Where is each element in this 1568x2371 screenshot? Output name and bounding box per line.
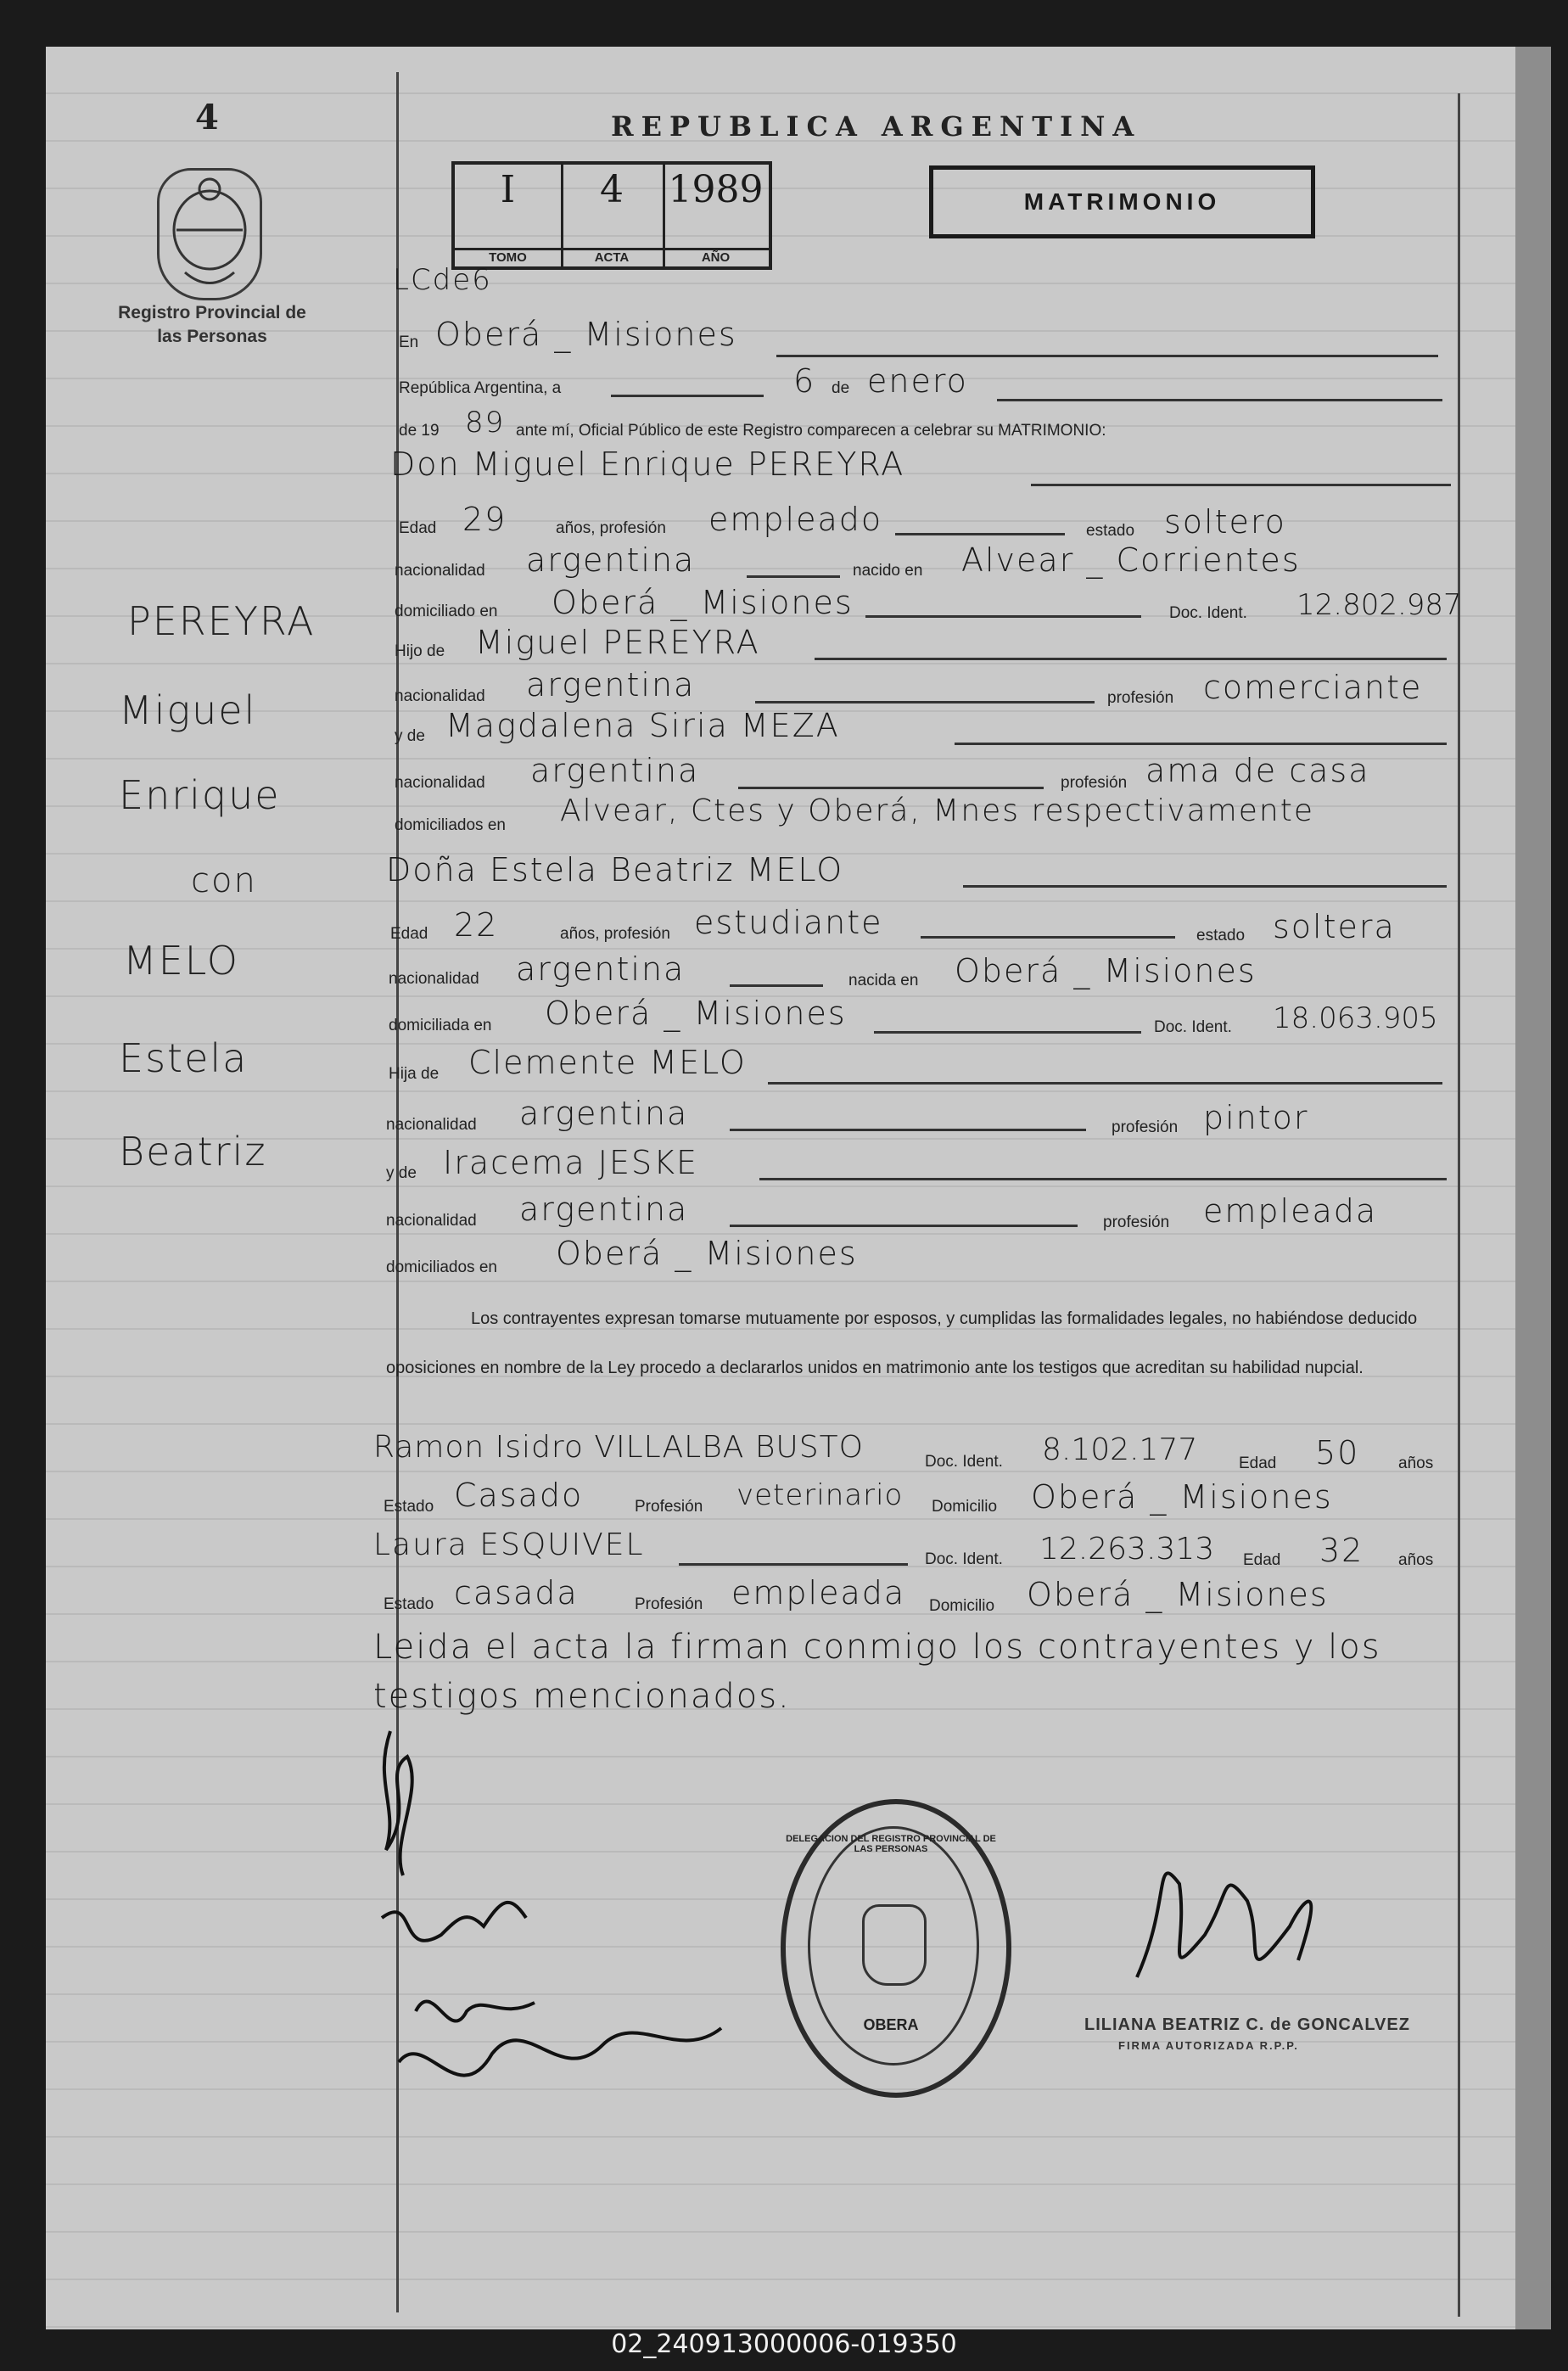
groom-father-profesion-label: profesión	[1107, 689, 1174, 707]
footer-id: 02_240913000006-019350	[611, 2329, 957, 2359]
bride-father-nacionalidad-label: nacionalidad	[386, 1116, 477, 1134]
page-edge-shadow	[1515, 47, 1551, 2329]
groom-domicile: Oberá _ Misiones	[552, 584, 854, 621]
de-label: de	[832, 379, 850, 397]
tomo-acta-ano-box	[451, 161, 772, 270]
declaration-text: Los contrayentes expresan tomarse mutuamente por esposos, y cumplidas las formalidades legales, no habiéndose deducido oposiciones en nombre de la Ley procedo a declararlos unidos en matrimonio ante los testigos que acreditan su habilidad nupcial.	[386, 1309, 1418, 1377]
bride-mother: Iracema JESKE	[443, 1144, 699, 1181]
intro-text: ante mí, Oficial Público de este Registro comparecen a celebrar su MATRIMONIO:	[516, 422, 1106, 440]
official-name: LILIANA BEATRIZ C. de GONCALVEZ	[1084, 2015, 1410, 2034]
witness1-domicile: Oberá _ Misiones	[1031, 1478, 1333, 1516]
bride-doc: 18.063.905	[1273, 1001, 1438, 1035]
groom-birthplace: Alvear _ Corrientes	[961, 541, 1301, 579]
witness1-estado-label: Estado	[384, 1498, 434, 1516]
margin-name-first: Miguel	[119, 687, 257, 733]
fill-line	[768, 1082, 1442, 1085]
groom-mother: Magdalena Siria MEZA	[445, 707, 840, 744]
witness2-estado-label: Estado	[384, 1595, 434, 1613]
bride-parents-domicile: Oberá _ Misiones	[556, 1235, 858, 1272]
groom-age: 29	[462, 501, 507, 538]
groom-father-nacionalidad-label: nacionalidad	[395, 687, 485, 705]
witness2-doc-label: Doc. Ident.	[925, 1550, 1003, 1568]
groom-y-de-label: y de	[395, 727, 425, 745]
acta-label: ACTA	[561, 248, 663, 265]
fill-line	[921, 936, 1175, 939]
fill-line	[730, 984, 823, 987]
groom-profession: empleado	[708, 501, 883, 538]
groom-nacionalidad-label: nacionalidad	[395, 562, 485, 580]
witness1-doc: 8.102.177	[1042, 1432, 1198, 1467]
groom-estado-label: estado	[1086, 522, 1135, 540]
groom-father-nationality: argentina	[526, 666, 696, 703]
acta-value: 4	[600, 168, 624, 211]
fill-line	[730, 1225, 1078, 1227]
bride-nacionalidad-label: nacionalidad	[389, 970, 479, 988]
month-value: enero	[867, 362, 968, 400]
fill-line	[997, 399, 1442, 401]
witness2-anos-label: años	[1398, 1551, 1434, 1569]
groom-name: Don Miguel Enrique PEREYRA	[390, 446, 905, 483]
place-value: Oberá _ Misiones	[435, 316, 737, 353]
year-suffix: 89	[465, 406, 506, 440]
fill-line	[679, 1563, 908, 1566]
groom-status: soltero	[1164, 503, 1286, 541]
fill-line	[759, 1178, 1447, 1180]
bride-doc-label: Doc. Ident.	[1154, 1018, 1232, 1036]
groom-nacido-label: nacido en	[853, 562, 923, 580]
fill-line	[755, 701, 1095, 703]
witness2-profesion-label: Profesión	[635, 1595, 703, 1613]
groom-parents-domicile: Alvear, Ctes y Oberá, Mnes respectivamente	[560, 793, 1314, 828]
bride-edad-label: Edad	[390, 925, 428, 943]
witness2-domicilio-label: Domicilio	[929, 1597, 995, 1615]
bride-hija-label: Hija de	[389, 1065, 440, 1083]
witness2-domicile: Oberá _ Misiones	[1027, 1576, 1329, 1613]
bride-birthplace: Oberá _ Misiones	[955, 952, 1257, 989]
fill-line	[747, 575, 840, 578]
fill-line	[874, 1031, 1141, 1034]
fill-line	[865, 615, 1141, 618]
fill-line	[776, 355, 1438, 357]
bride-y-de-label: y de	[386, 1164, 417, 1182]
bride-mother-nacionalidad-label: nacionalidad	[386, 1212, 477, 1230]
witness1-edad-label: Edad	[1239, 1455, 1277, 1472]
fill-line	[955, 743, 1447, 745]
fill-line	[611, 395, 764, 397]
witness1-anos-label: años	[1398, 1455, 1434, 1472]
witness1-name: Ramon Isidro VILLALBA BUSTO	[373, 1430, 864, 1465]
bride-profession: estudiante	[694, 904, 883, 941]
tomo-cell	[455, 165, 563, 266]
official-title: FIRMA AUTORIZADA R.P.P.	[1118, 2039, 1299, 2052]
bride-estado-label: estado	[1196, 927, 1246, 944]
fill-line	[815, 658, 1447, 660]
witness1-doc-label: Doc. Ident.	[925, 1453, 1003, 1471]
bride-status: soltera	[1273, 908, 1396, 945]
bride-name: Doña Estela Beatriz MELO	[386, 851, 844, 888]
bride-nacida-label: nacida en	[848, 972, 919, 989]
fill-line	[963, 885, 1447, 888]
groom-mother-nationality: argentina	[530, 752, 700, 789]
bride-father-profession: pintor	[1203, 1099, 1309, 1136]
tomo-value: I	[500, 168, 516, 211]
bride-mother-profession: empleada	[1203, 1192, 1378, 1230]
margin-name-surname: PEREYRA	[127, 598, 316, 644]
bride-domicile: Oberá _ Misiones	[545, 995, 847, 1032]
bride-domiciliada-label: domiciliada en	[389, 1017, 492, 1034]
groom-mother-profesion-label: profesión	[1061, 774, 1128, 792]
margin-name-bride-surname: MELO	[123, 938, 239, 984]
groom-parents-domiciliados-label: domiciliados en	[395, 816, 506, 834]
witness2-status: casada	[454, 1574, 579, 1611]
witness2-profession: empleada	[731, 1574, 906, 1611]
stamp-emblem-icon	[862, 1904, 927, 1986]
witness2-name: Laura ESQUIVEL	[373, 1527, 645, 1562]
bride-father-nationality: argentina	[519, 1095, 689, 1132]
bride-parents-domiciliados-label: domiciliados en	[386, 1258, 497, 1276]
witness1-domicilio-label: Domicilio	[932, 1498, 998, 1516]
witness2-doc: 12.263.313	[1039, 1532, 1215, 1567]
groom-profesion-label: años, profesión	[556, 519, 666, 537]
record-type-box: MATRIMONIO	[929, 165, 1315, 238]
witness1-profession: veterinario	[736, 1478, 904, 1512]
margin-name-bride-first: Estela	[119, 1035, 249, 1081]
official-signature-icon	[1120, 1833, 1341, 2020]
coat-of-arms-icon	[157, 168, 262, 300]
bride-age: 22	[454, 906, 499, 944]
country-title: REPUBLICA ARGENTINA	[611, 110, 1142, 143]
witness1-profesion-label: Profesión	[635, 1498, 703, 1516]
witness1-age: 50	[1315, 1434, 1360, 1471]
right-margin-line	[1458, 93, 1460, 2317]
bride-father-profesion-label: profesión	[1112, 1118, 1179, 1136]
ano-value: 1989	[668, 168, 764, 211]
closing-text: Leida el acta la firman conmigo los contrayentes y los testigos mencionados.	[373, 1628, 1381, 1716]
registry-label: Registro Provincial de las Personas	[118, 303, 306, 346]
bride-profesion-label: años, profesión	[560, 925, 670, 943]
fill-line	[738, 787, 1044, 789]
year-prefix: de 19	[399, 422, 440, 440]
witness2-edad-label: Edad	[1243, 1551, 1281, 1569]
page-number: 4	[195, 98, 219, 137]
contracting-parties-signatures-icon	[365, 1706, 755, 2130]
day-value: 6	[793, 362, 816, 400]
witness2-age: 32	[1319, 1532, 1364, 1569]
book-annotation: LCde6	[393, 263, 492, 297]
groom-doc: 12.802.987	[1296, 588, 1462, 622]
groom-edad-label: Edad	[399, 519, 437, 537]
fill-line	[1031, 484, 1451, 486]
groom-mother-nacionalidad-label: nacionalidad	[395, 774, 485, 792]
fill-line	[895, 533, 1065, 535]
groom-nationality: argentina	[526, 541, 696, 579]
margin-name-bride-second: Beatriz	[119, 1129, 267, 1174]
fill-line	[730, 1129, 1086, 1131]
tomo-label: TOMO	[455, 248, 561, 265]
groom-doc-label: Doc. Ident.	[1169, 604, 1247, 622]
republica-label: República Argentina, a	[399, 379, 562, 397]
acta-cell	[561, 165, 665, 266]
ano-cell	[663, 165, 769, 266]
groom-father-profession: comerciante	[1203, 669, 1423, 706]
stamp-city: OBERA	[863, 2016, 919, 2033]
witness1-status: Casado	[454, 1477, 584, 1514]
bride-father: Clemente MELO	[468, 1044, 747, 1081]
groom-father: Miguel PEREYRA	[475, 624, 760, 661]
bride-mother-profesion-label: profesión	[1103, 1214, 1170, 1231]
en-label: En	[399, 334, 419, 351]
official-stamp	[781, 1799, 1011, 2098]
groom-mother-profession: ama de casa	[1145, 752, 1370, 789]
bride-mother-nationality: argentina	[519, 1191, 689, 1228]
bride-nationality: argentina	[516, 950, 686, 988]
groom-hijo-label: Hijo de	[395, 642, 445, 660]
groom-domiciliado-label: domiciliado en	[395, 603, 498, 620]
stamp-text: DELEGACION DEL REGISTRO PROVINCIAL DE LAS PERSONAS	[786, 1834, 996, 1854]
margin-name-con: con	[191, 861, 257, 900]
margin-name-second: Enrique	[119, 772, 281, 818]
ano-label: AÑO	[663, 248, 769, 265]
